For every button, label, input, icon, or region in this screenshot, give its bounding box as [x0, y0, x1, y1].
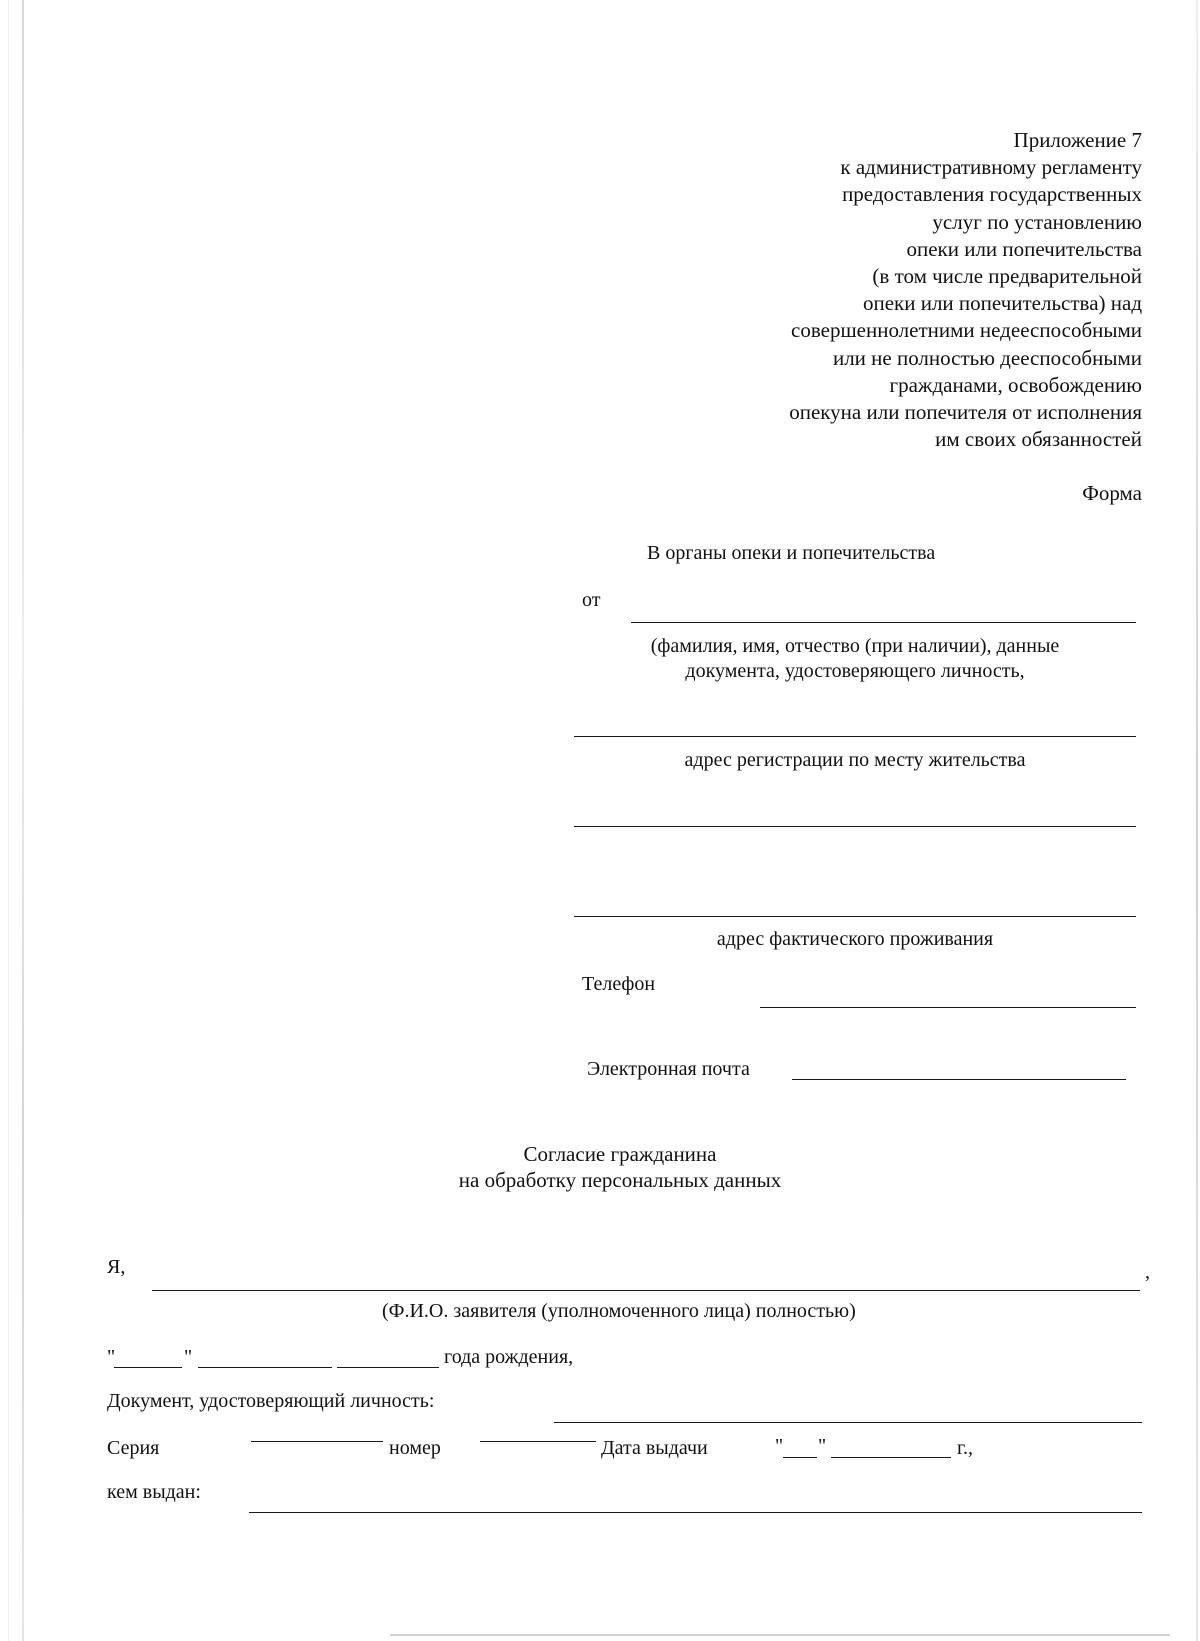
form-label: Форма [1082, 481, 1142, 505]
birth-year-suffix: года рождения, [444, 1346, 574, 1368]
email-label: Электронная почта [587, 1058, 750, 1080]
header-line: или не полностью дееспособными [832, 345, 1142, 370]
birth-day-quote-open: " [107, 1346, 116, 1368]
applicant-fio-hint: (Ф.И.О. заявителя (уполномоченного лица) полностью) [382, 1300, 856, 1322]
header-line: гражданами, освобождению [889, 372, 1142, 397]
from-fio-field[interactable] [631, 622, 1136, 623]
from-label: от [582, 589, 601, 611]
actual-address-field[interactable] [574, 916, 1136, 917]
header-line: (в том числе предварительной [872, 264, 1142, 289]
series-label: Серия [107, 1437, 160, 1459]
issue-day-quote-open: " [775, 1435, 784, 1457]
scan-edge-right [1196, 0, 1198, 1641]
number-label: номер [389, 1437, 441, 1459]
number-field[interactable] [480, 1441, 596, 1442]
consent-title-line1: Согласие гражданина [523, 1142, 717, 1166]
birth-day-quote-close: " [184, 1346, 193, 1368]
email-field[interactable] [792, 1079, 1126, 1080]
scan-edge-left-outer [8, 0, 9, 1641]
header-line: совершеннолетними недееспособными [791, 318, 1142, 343]
series-field[interactable] [251, 1441, 383, 1442]
applicant-fio-field[interactable] [152, 1290, 1140, 1291]
comma: , [1145, 1261, 1150, 1283]
birth-month-field[interactable] [198, 1367, 332, 1368]
issue-month-year-field[interactable] [831, 1457, 951, 1458]
header-line: предоставления государственных [842, 182, 1142, 207]
issue-day-field[interactable] [783, 1457, 817, 1458]
addressee-to: В органы опеки и попечительства [647, 542, 936, 564]
scan-edge-bottom [390, 1634, 1170, 1636]
id-document-label: Документ, удостоверяющий личность: [107, 1390, 435, 1412]
issued-by-label: кем выдан: [107, 1481, 201, 1503]
header-line: опеки или попечительства) над [862, 291, 1142, 316]
appendix-header [789, 127, 1142, 453]
fio-hint-line1: (фамилия, имя, отчество (при наличии), данные [650, 635, 1060, 657]
issued-by-field[interactable] [249, 1512, 1142, 1513]
header-line: услуг по установлению [932, 209, 1142, 234]
registration-address-field[interactable] [574, 826, 1136, 827]
actual-address-hint: адрес фактического проживания [716, 928, 994, 950]
birth-day-field[interactable] [114, 1367, 182, 1368]
header-line: опеки или попечительства [906, 236, 1142, 261]
header-line: опекуна или попечителя от исполнения [789, 400, 1142, 425]
header-line: им своих обязанностей [935, 427, 1142, 452]
scan-edge-left [22, 0, 24, 1641]
consent-title-line2: на обработку персональных данных [458, 1168, 782, 1192]
id-document-type-field[interactable] [554, 1422, 1142, 1423]
phone-field[interactable] [760, 1007, 1136, 1008]
phone-label: Телефон [582, 973, 656, 995]
registration-address-hint: адрес регистрации по месту жительства [684, 749, 1026, 771]
issue-year-suffix: г., [957, 1437, 973, 1459]
issue-date-label: Дата выдачи [601, 1437, 708, 1459]
header-line: к административному регламенту [840, 155, 1142, 180]
id-document-field[interactable] [574, 736, 1136, 737]
fio-hint-line2: документа, удостоверяющего личность, [685, 660, 1025, 682]
header-line: Приложение 7 [1013, 128, 1142, 152]
i-label: Я, [107, 1256, 126, 1278]
issue-day-quote-close: " [818, 1435, 827, 1457]
birth-year-field[interactable] [337, 1367, 439, 1368]
